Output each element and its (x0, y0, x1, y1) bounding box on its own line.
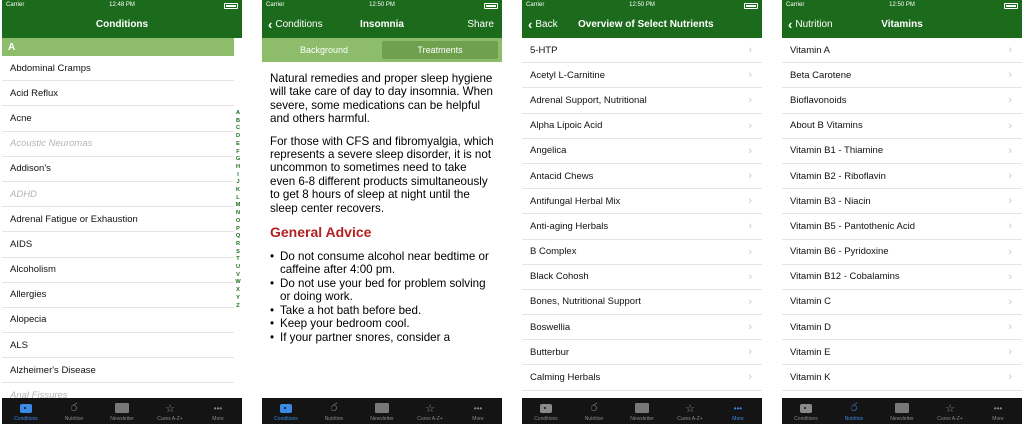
page-title: Vitamins (881, 19, 923, 30)
list-item[interactable] (782, 340, 1022, 365)
newspaper-icon (115, 401, 129, 415)
star-icon: ☆ (425, 402, 435, 415)
status-bar (782, 0, 1022, 12)
list-item-label: Boswellia (530, 321, 571, 333)
list-item-label: Black Cohosh (530, 271, 589, 283)
tab-bar (782, 398, 1022, 424)
camera-icon (800, 401, 812, 415)
chevron-right-icon: › (748, 94, 752, 107)
list-item-label: Addison's (10, 163, 51, 175)
list-item-label: 5-HTP (530, 44, 558, 56)
chevron-left-icon: ‹ (268, 16, 273, 32)
apple-icon: ර (70, 401, 78, 414)
list-item[interactable] (522, 63, 762, 88)
tab-newsletter[interactable] (618, 398, 666, 424)
list-item[interactable] (782, 38, 1022, 63)
index-letter[interactable]: B (235, 117, 241, 124)
tab-newsletter[interactable] (358, 398, 406, 424)
index-letter[interactable]: P (236, 225, 240, 232)
segment-treatments[interactable]: Treatments (382, 41, 498, 59)
list-item-label: Vitamin A (790, 44, 830, 56)
alphabet-index[interactable] (234, 110, 242, 310)
list-item-label: Acoustic Neuromas (10, 138, 93, 150)
index-letter[interactable]: G (235, 156, 241, 163)
carrier-label: Carrier (266, 2, 285, 8)
list-item[interactable] (2, 132, 234, 157)
list-item-label: Antacid Chews (530, 170, 594, 182)
list-item-label: Bioflavonoids (790, 94, 847, 106)
index-letter[interactable]: A (235, 110, 241, 116)
tab-newsletter[interactable] (878, 398, 926, 424)
list-item[interactable] (782, 365, 1022, 390)
tab-label: Conditions (794, 416, 818, 422)
tab-more[interactable] (974, 398, 1022, 424)
index-letter[interactable]: D (235, 133, 241, 140)
tab-label: More (992, 416, 1004, 422)
list-item-label: ALS (10, 339, 28, 351)
nutrients-screen (522, 0, 762, 424)
index-letter[interactable]: Q (235, 233, 241, 240)
tab-label: Nutrition (324, 416, 344, 422)
list-item-label: Vitamin K (790, 372, 831, 384)
newspaper-icon (895, 401, 909, 415)
tab-cures-a-z[interactable] (666, 398, 714, 424)
star-icon: ☆ (165, 402, 175, 415)
tab-label: Nutrition (64, 416, 84, 422)
list-item[interactable] (782, 88, 1022, 113)
vitamins-list[interactable] (782, 38, 1022, 398)
list-item[interactable] (782, 214, 1022, 239)
index-letter[interactable]: H (235, 163, 241, 170)
more-icon: ••• (213, 403, 223, 413)
list-item-label: Acne (10, 112, 32, 124)
list-item[interactable] (2, 157, 234, 182)
list-item[interactable] (2, 106, 234, 131)
battery-icon (744, 3, 758, 9)
list-item[interactable] (2, 333, 234, 358)
tab-conditions[interactable] (782, 398, 830, 424)
tab-label: Cures A-Z+ (157, 416, 183, 422)
tab-nutrition[interactable] (570, 398, 618, 424)
list-item-label: Butterbur (530, 346, 570, 358)
page-title: Overview of Select Nutrients (578, 19, 714, 30)
index-letter[interactable]: J (236, 179, 240, 186)
list-item-label: Vitamin B12 - Cobalamins (790, 271, 900, 283)
list-item[interactable] (782, 139, 1022, 164)
list-item-label: Vitamin D (790, 321, 832, 333)
list-item[interactable] (2, 358, 234, 383)
nav-bar (262, 12, 502, 38)
chevron-right-icon: › (1008, 371, 1012, 384)
camera-icon (20, 401, 32, 415)
page-title: Conditions (95, 19, 149, 30)
index-letter[interactable]: U (235, 264, 241, 271)
carrier-label: Carrier (786, 2, 805, 8)
tab-bar (2, 398, 242, 424)
tab-label: Conditions (274, 416, 298, 422)
article-body[interactable] (262, 62, 502, 398)
battery-icon (484, 3, 498, 9)
tab-label: Conditions (14, 416, 38, 422)
advice-item: • If your partner snores, consider a (270, 331, 494, 344)
tab-nutrition[interactable] (830, 398, 878, 424)
list-item-label: Vitamin B6 - Pyridoxine (790, 246, 889, 258)
apple-icon: ර (590, 401, 598, 414)
tab-label: More (212, 416, 224, 422)
star-icon: ☆ (945, 402, 955, 415)
chevron-right-icon: › (748, 371, 752, 384)
section-header: A (2, 38, 234, 56)
chevron-right-icon: › (1008, 144, 1012, 157)
list-item[interactable] (2, 182, 234, 207)
nutrients-list[interactable] (522, 38, 762, 398)
battery-icon (224, 3, 238, 9)
nav-bar (782, 12, 1022, 38)
list-item-label: Angelica (530, 145, 567, 157)
status-time: 12:50 PM (369, 2, 395, 8)
list-item[interactable] (2, 81, 234, 106)
apple-icon: ර (330, 401, 338, 414)
list-item-label: Alopecia (10, 314, 47, 326)
chevron-right-icon: › (748, 220, 752, 233)
list-item-label: Vitamin E (790, 346, 831, 358)
advice-item: • Do not consume alcohol near bedtime or caffeine after 4:00 pm. (270, 250, 494, 277)
list-item-label: Alzheimer's Disease (10, 364, 96, 376)
status-time: 12:50 PM (889, 2, 915, 8)
list-item-label: Adrenal Fatigue or Exhaustion (10, 213, 138, 225)
list-item[interactable] (782, 189, 1022, 214)
chevron-right-icon: › (1008, 270, 1012, 283)
list-item[interactable] (2, 207, 234, 232)
tab-label: Nutrition (584, 416, 604, 422)
list-item[interactable] (522, 88, 762, 113)
chevron-right-icon: › (1008, 44, 1012, 56)
tab-label: Conditions (534, 416, 558, 422)
more-icon: ••• (473, 403, 483, 413)
newspaper-icon (635, 401, 649, 415)
tab-nutrition[interactable] (50, 398, 98, 424)
chevron-right-icon: › (748, 270, 752, 283)
tab-label: Cures A-Z+ (417, 416, 443, 422)
chevron-right-icon: › (1008, 94, 1012, 107)
list-item[interactable] (2, 56, 234, 81)
back-button[interactable] (528, 16, 558, 32)
back-label: Nutrition (795, 19, 833, 30)
tab-more[interactable] (714, 398, 762, 424)
list-item[interactable] (522, 265, 762, 290)
tab-label: More (472, 416, 484, 422)
status-bar (522, 0, 762, 12)
tab-cures-a-z[interactable] (406, 398, 454, 424)
advice-list (270, 250, 494, 344)
chevron-right-icon: › (748, 44, 752, 56)
segment-background[interactable]: Background (299, 45, 349, 55)
chevron-right-icon: › (748, 69, 752, 82)
page-title: Insomnia (360, 19, 404, 30)
list-item[interactable] (782, 63, 1022, 88)
tab-label: Cures A-Z+ (677, 416, 703, 422)
index-letter[interactable]: Z (236, 302, 240, 309)
list-item-label: Alpha Lipoic Acid (530, 120, 603, 132)
index-letter[interactable]: Y (236, 294, 240, 301)
article-paragraph: Natural remedies and proper sleep hygiene will take care of day to day insomnia. When severe, some medications can be helpful and others harmful. (270, 72, 493, 126)
list-item-label: Vitamin B2 - Riboflavin (790, 170, 886, 182)
list-item[interactable] (782, 265, 1022, 290)
list-item[interactable] (782, 290, 1022, 315)
list-item[interactable] (782, 315, 1022, 340)
status-bar (2, 0, 242, 12)
list-item[interactable] (522, 340, 762, 365)
index-letter[interactable]: F (236, 148, 240, 155)
tab-cures-a-z[interactable] (926, 398, 974, 424)
article-paragraph: For those with CFS and fibromyalgia, which represents a severe sleep disorder, it is not uncommon to sometimes need to take even 6-8 different products simultaneously to get 8 hours of sleep at night until the sleep center recovers. (270, 134, 494, 215)
tab-more[interactable] (194, 398, 242, 424)
list-item[interactable] (782, 114, 1022, 139)
tab-more[interactable] (454, 398, 502, 424)
chevron-right-icon: › (748, 195, 752, 208)
list-item[interactable] (2, 383, 234, 398)
index-letter[interactable]: E (236, 140, 240, 147)
list-item-label: ADHD (10, 188, 37, 200)
list-item-label: B Complex (530, 246, 577, 258)
index-letter[interactable]: C (235, 125, 241, 132)
back-label: Conditions (275, 19, 323, 30)
list-item[interactable] (522, 290, 762, 315)
list-item[interactable] (782, 164, 1022, 189)
chevron-right-icon: › (748, 169, 752, 182)
index-letter[interactable]: V (236, 271, 240, 278)
nav-bar (522, 12, 762, 38)
tab-label: Newsletter (110, 416, 134, 422)
conditions-list[interactable] (2, 38, 234, 398)
list-item[interactable] (522, 315, 762, 340)
list-item-label: Anti-aging Herbals (530, 220, 609, 232)
chevron-right-icon: › (748, 295, 752, 308)
chevron-right-icon: › (1008, 295, 1012, 308)
list-item[interactable] (522, 365, 762, 390)
index-letter[interactable]: S (236, 248, 240, 255)
chevron-right-icon: › (748, 119, 752, 132)
list-item-label: Antifungal Herbal Mix (530, 195, 621, 207)
tab-newsletter[interactable] (98, 398, 146, 424)
list-item[interactable] (522, 240, 762, 265)
chevron-right-icon: › (1008, 169, 1012, 182)
chevron-right-icon: › (1008, 220, 1012, 233)
list-item-label: Allergies (10, 289, 47, 301)
tab-bar (262, 398, 502, 424)
tab-bar (522, 398, 762, 424)
list-item[interactable] (522, 139, 762, 164)
section-heading: General Advice (270, 224, 372, 241)
chevron-left-icon: ‹ (528, 16, 533, 32)
list-item[interactable] (782, 240, 1022, 265)
list-item-label: Acid Reflux (10, 87, 59, 99)
chevron-right-icon: › (1008, 119, 1012, 132)
list-item[interactable] (2, 232, 234, 257)
back-label: Back (535, 19, 558, 30)
list-item-label: Alcoholism (10, 264, 56, 276)
chevron-right-icon: › (1008, 195, 1012, 208)
list-item-label: Vitamin C (790, 296, 832, 308)
tab-nutrition[interactable] (310, 398, 358, 424)
list-item-label: Adrenal Support, Nutritional (530, 94, 647, 106)
tab-cures-a-z[interactable] (146, 398, 194, 424)
index-letter[interactable]: L (236, 194, 240, 201)
share-button[interactable]: Share (467, 19, 494, 30)
tab-label: More (732, 416, 744, 422)
apple-icon: ර (850, 401, 858, 414)
list-item-label: AIDS (10, 238, 33, 250)
more-icon: ••• (733, 403, 743, 413)
list-item[interactable] (2, 308, 234, 333)
tab-label: Newsletter (890, 416, 914, 422)
status-time: 12:48 PM (109, 2, 135, 8)
carrier-label: Carrier (526, 2, 545, 8)
chevron-right-icon: › (1008, 346, 1012, 359)
chevron-right-icon: › (1008, 69, 1012, 82)
vitamins-screen (782, 0, 1022, 424)
list-item-label: Vitamin B5 - Pantothenic Acid (790, 220, 915, 232)
list-item[interactable] (2, 258, 234, 283)
insomnia-screen (262, 0, 502, 424)
tab-conditions[interactable] (2, 398, 50, 424)
status-bar (262, 0, 502, 12)
camera-icon (280, 401, 292, 415)
nav-bar (2, 12, 242, 38)
newspaper-icon (375, 401, 389, 415)
index-letter[interactable]: W (235, 279, 241, 286)
list-item-label: Bones, Nutritional Support (530, 296, 641, 308)
list-item-label: Vitamin B1 - Thiamine (790, 145, 884, 157)
chevron-right-icon: › (748, 346, 752, 359)
index-letter[interactable]: R (235, 240, 241, 247)
index-letter[interactable]: I (237, 171, 239, 178)
list-item[interactable] (522, 38, 762, 63)
chevron-right-icon: › (748, 321, 752, 334)
chevron-left-icon: ‹ (788, 16, 793, 32)
advice-item: • Do not use your bed for problem solving or doing work. (270, 277, 494, 304)
segmented-control (262, 38, 502, 62)
index-letter[interactable]: T (236, 256, 240, 263)
list-item[interactable] (2, 283, 234, 308)
list-item-label: Vitamin B3 - Niacin (790, 195, 871, 207)
index-letter[interactable]: N (235, 210, 241, 217)
tab-label: Newsletter (630, 416, 654, 422)
status-time: 12:50 PM (629, 2, 655, 8)
list-item[interactable] (522, 214, 762, 239)
chevron-right-icon: › (748, 144, 752, 157)
list-item[interactable] (522, 189, 762, 214)
list-item-label: Abdominal Cramps (10, 62, 91, 74)
chevron-right-icon: › (748, 245, 752, 258)
list-item-label: About B Vitamins (790, 120, 863, 132)
back-button[interactable] (788, 16, 833, 32)
list-item-label: Acetyl L-Carnitine (530, 69, 605, 81)
list-item-label: Calming Herbals (530, 372, 601, 384)
tab-label: Newsletter (370, 416, 394, 422)
conditions-screen (2, 0, 242, 424)
advice-item: • Take a hot bath before bed. (270, 304, 494, 317)
list-item-label: Beta Carotene (790, 69, 852, 81)
tab-conditions[interactable] (262, 398, 310, 424)
battery-icon (1004, 3, 1018, 9)
camera-icon (540, 401, 552, 415)
more-icon: ••• (993, 403, 1003, 413)
advice-item: • Keep your bedroom cool. (270, 317, 494, 330)
chevron-right-icon: › (1008, 245, 1012, 258)
index-letter[interactable]: X (236, 287, 240, 294)
tab-label: Cures A-Z+ (937, 416, 963, 422)
tab-label: Nutrition (844, 416, 864, 422)
list-item-label: Anal Fissures (10, 390, 68, 398)
index-letter[interactable]: M (235, 202, 241, 209)
list-item[interactable] (522, 114, 762, 139)
tab-conditions[interactable] (522, 398, 570, 424)
carrier-label: Carrier (6, 2, 25, 8)
index-letter[interactable]: O (235, 217, 241, 224)
chevron-right-icon: › (1008, 321, 1012, 334)
star-icon: ☆ (685, 402, 695, 415)
index-letter[interactable]: K (235, 187, 241, 194)
list-item[interactable] (522, 164, 762, 189)
